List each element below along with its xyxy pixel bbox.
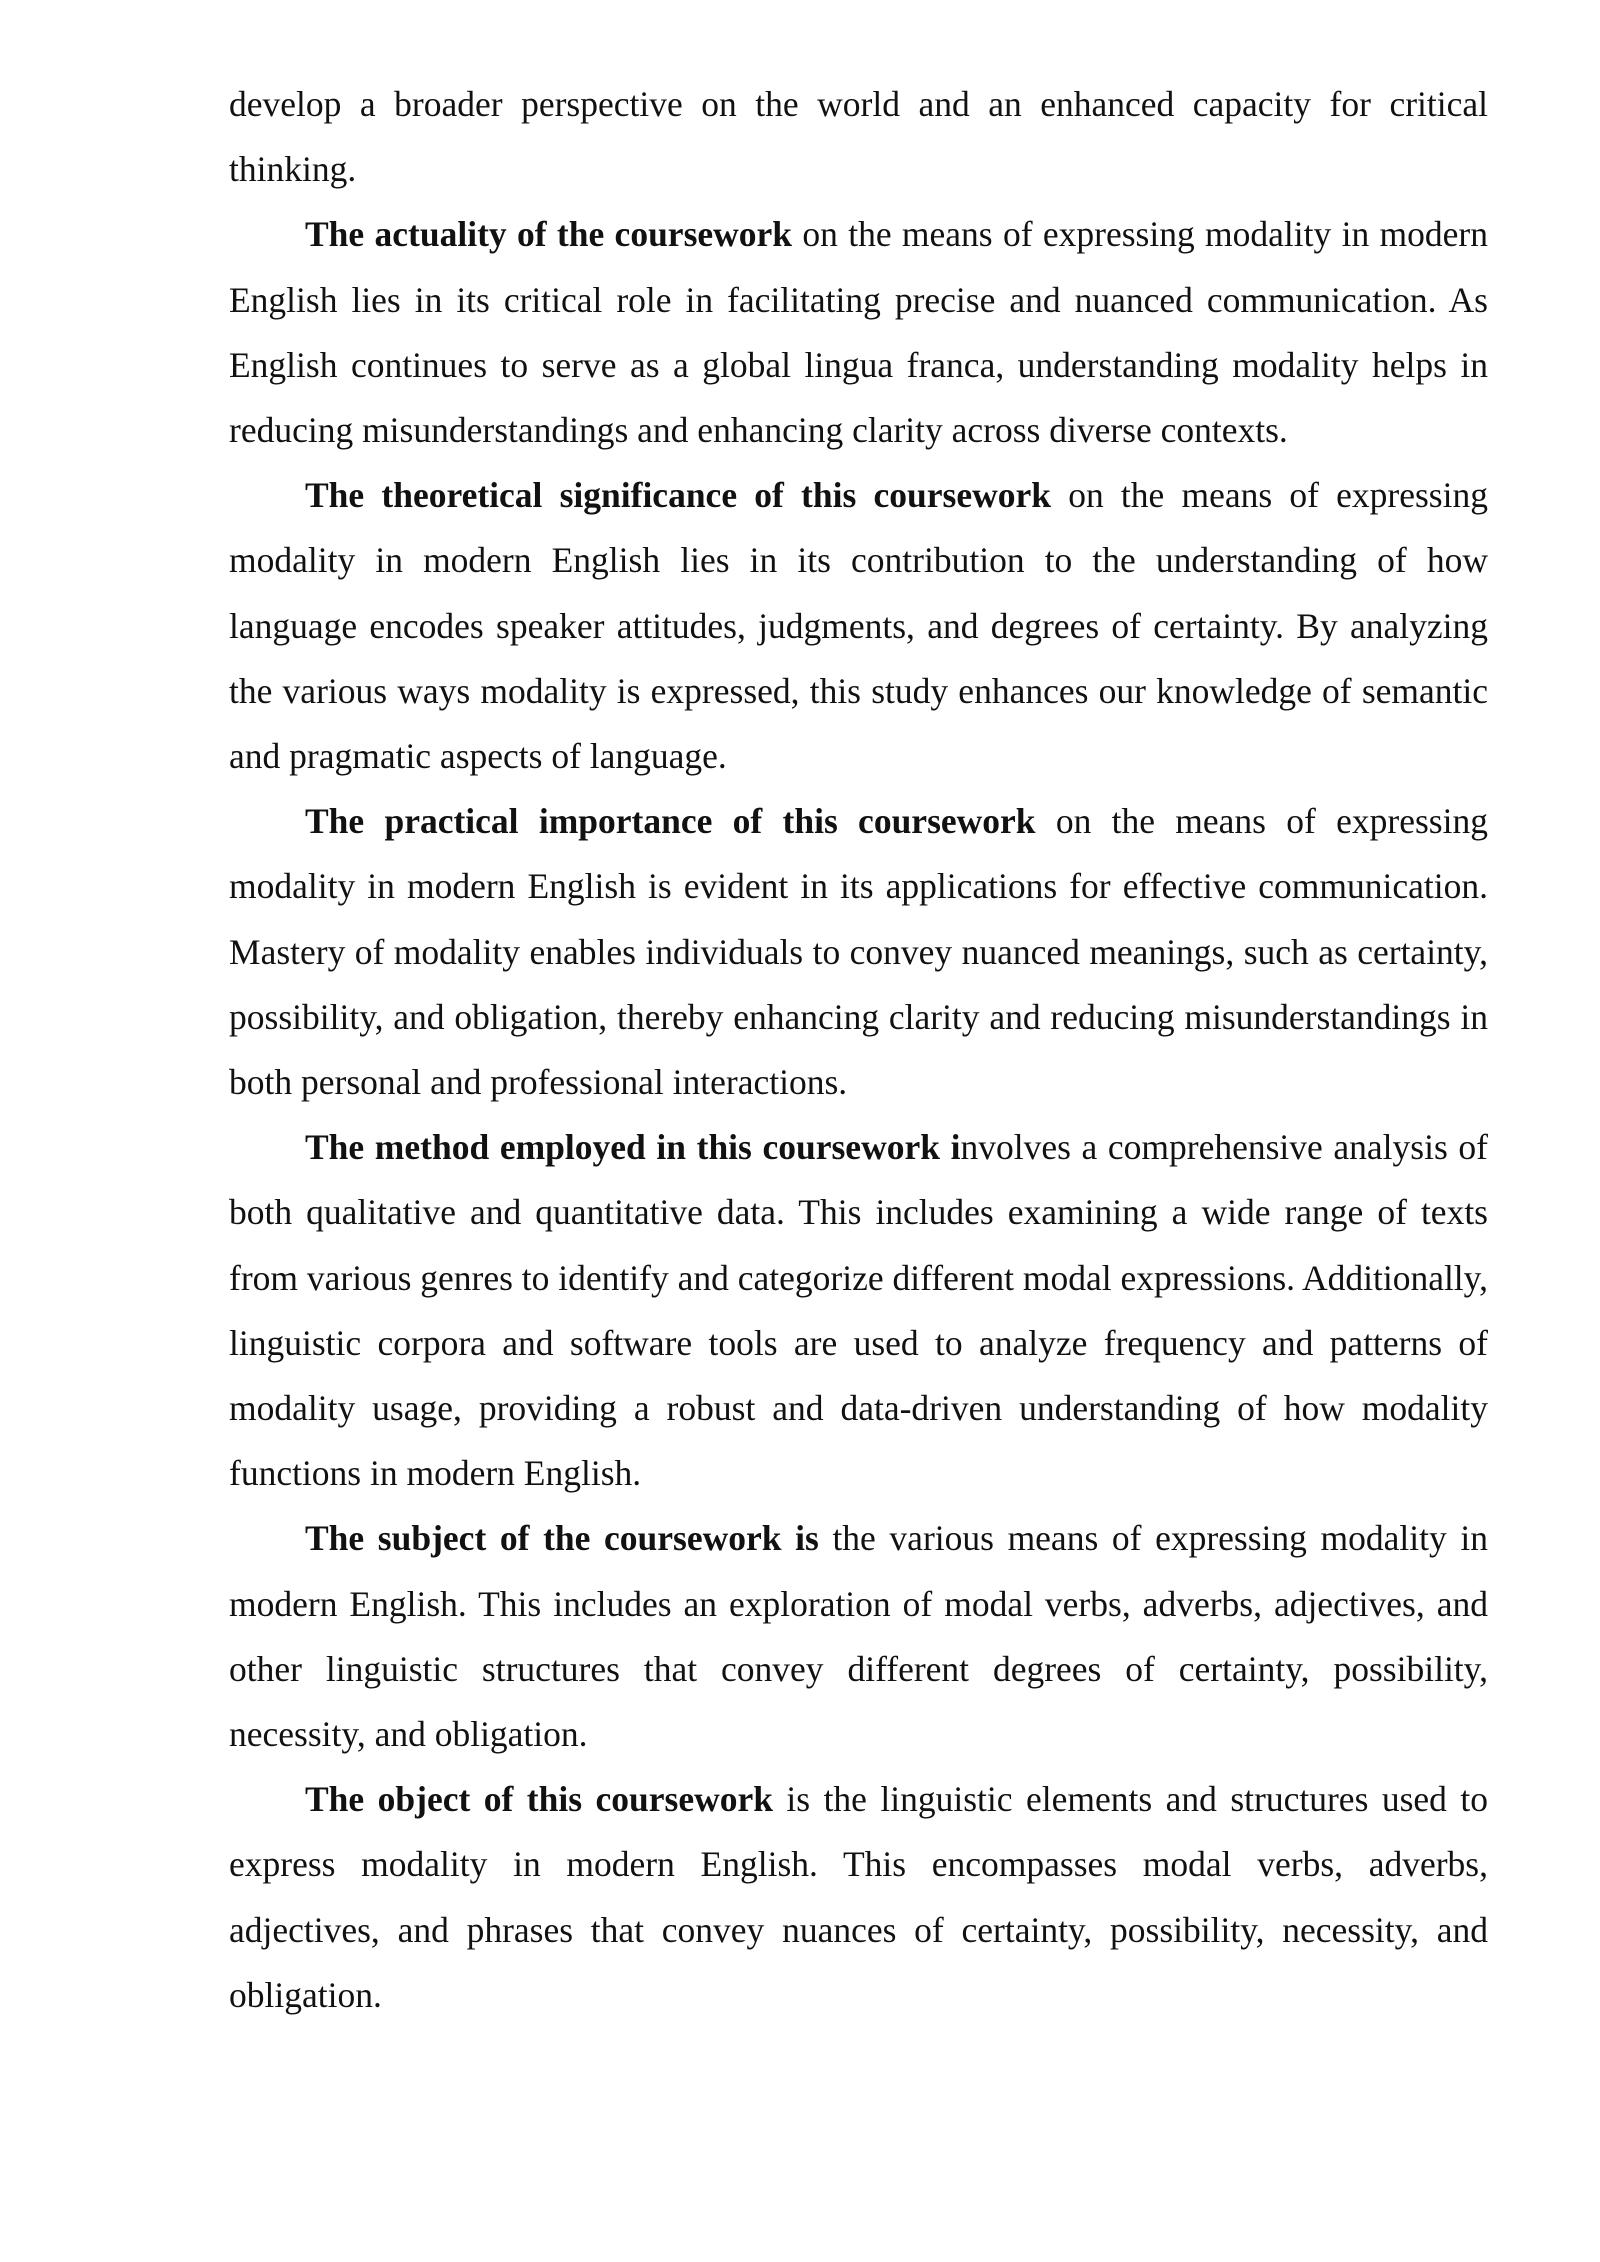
paragraph-text: nvolves a comprehensive analysis of both qualitative and quantitative data. This includes examining a wide range of texts from various genres to identify and categorize different modal expressions. Additionally, linguistic corpora and software tools are used to analyze frequency and patterns of modality usage, providing a robust and data-driven understanding of how modality functions in modern English. — [229, 1127, 1488, 1494]
paragraph-lead-bold: The method employed in this coursework i — [305, 1127, 961, 1168]
paragraph-text: develop a broader perspective on the world and an enhanced capacity for critical thinking. — [229, 84, 1488, 190]
paragraph-actuality — [229, 202, 1488, 463]
paragraph-continuation — [229, 72, 1488, 202]
paragraph-lead-bold: The subject of the coursework is — [305, 1518, 819, 1559]
paragraph-lead-bold: The object of this coursework — [305, 1779, 773, 1820]
paragraph-subject — [229, 1506, 1488, 1767]
paragraph-theoretical-significance — [229, 463, 1488, 789]
paragraph-object — [229, 1767, 1488, 2028]
paragraph-text: the various means of expressing modality in modern English. This includes an exploration of modal verbs, adverbs, adjectives, and other linguistic structures that convey different degrees of certainty, possibility, necessity, and obligation. — [229, 1518, 1488, 1755]
document-body — [229, 72, 1488, 2028]
paragraph-text: is the linguistic elements and structures used to express modality in modern English. This encompasses modal verbs, adverbs, adjectives, and phrases that convey nuances of certainty, possibility, necessity, and obligation. — [229, 1779, 1488, 2015]
paragraph-lead-bold: The theoretical significance of this coursework — [305, 475, 1051, 516]
paragraph-text: on the means of expressing modality in modern English lies in its contribution to the understanding of how language encodes speaker attitudes, judgments, and degrees of certainty. By analyzing the various ways modality is expressed, this study enhances our knowledge of semantic and pragmatic aspects of language. — [229, 475, 1488, 777]
paragraph-lead-bold: The actuality of the coursework — [305, 214, 793, 255]
paragraph-text: on the means of expressing modality in modern English lies in its critical role in facilitating precise and nuanced communication. As English continues to serve as a global lingua franca, understanding modality helps in reducing misunderstandings and enhancing clarity across diverse contexts. — [229, 214, 1488, 451]
paragraph-practical-importance — [229, 789, 1488, 1115]
paragraph-lead-bold: The practical importance of this coursework — [305, 801, 1036, 842]
paragraph-method — [229, 1115, 1488, 1506]
paragraph-text: on the means of expressing modality in modern English is evident in its applications for effective communication. Mastery of modality enables individuals to convey nuanced meanings, such as certainty, possibility, and obligation, thereby enhancing clarity and reducing misunderstandings in both personal and professional interactions. — [229, 801, 1488, 1103]
